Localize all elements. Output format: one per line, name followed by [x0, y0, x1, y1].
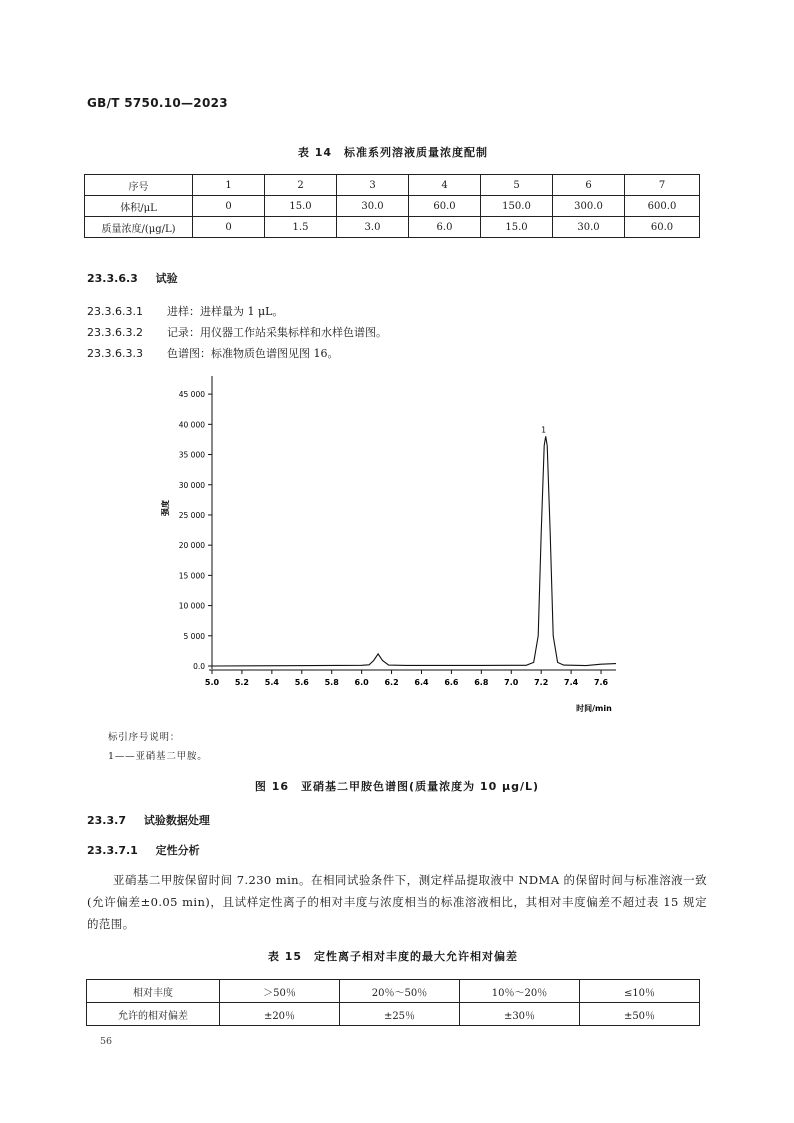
table-cell: ＞50％ — [220, 980, 340, 1003]
peak-labels — [541, 425, 546, 434]
x-tick-label: 6.8 — [474, 678, 489, 687]
heading-number: 23.3.7.1 — [87, 844, 138, 857]
y-tick-label: 40 000 — [178, 420, 205, 430]
table-cell: 30.0 — [337, 196, 409, 217]
peak-label: 1 — [541, 425, 547, 435]
table-cell: 2 — [265, 175, 337, 196]
section-heading-23-3-6-3 — [87, 270, 178, 286]
y-tick-label: 45 000 — [178, 390, 205, 400]
y-axis — [179, 376, 212, 671]
table-cell: 150.0 — [481, 196, 553, 217]
y-tick-label: 25 000 — [178, 510, 205, 520]
y-tick-label: 35 000 — [178, 450, 205, 460]
table-row — [85, 196, 700, 217]
table-cell: 1.5 — [265, 217, 337, 238]
x-tick-label: 6.6 — [444, 678, 459, 687]
x-tick-label: 6.2 — [384, 678, 399, 687]
clause-23-3-6-3-2 — [87, 324, 387, 340]
table-cell: 300.0 — [553, 196, 625, 217]
table-cell: ±30％ — [460, 1003, 580, 1026]
table-cell: 序号 — [85, 175, 193, 196]
heading-number: 23.3.7 — [87, 814, 126, 827]
x-tick-label: 7.6 — [593, 678, 609, 687]
qualitative-analysis-paragraph: 亚硝基二甲胺保留时间 7.230 min。在相同试验条件下，测定样品提取液中 NDMA 的保留时间与标准溶液一致(允许偏差±0.05 min)，且试样定性离子的相对丰度与浓度相当的标准溶液相比，其相对丰度偏差不超过表 15 规定的范围。 — [87, 873, 707, 931]
table-cell: 600.0 — [625, 196, 700, 217]
legend-item: 1——亚硝基二甲胺。 — [108, 751, 208, 762]
table-row — [87, 980, 700, 1003]
standard-code: GB/T 5750.10—2023 — [87, 96, 228, 110]
table-cell: 7 — [625, 175, 700, 196]
table-14-caption: 表 14 标准系列溶液质量浓度配制 — [297, 146, 489, 159]
chromatogram-chart — [150, 368, 630, 718]
table-cell: 20％～50％ — [340, 980, 460, 1003]
table-cell: 10％～20％ — [460, 980, 580, 1003]
heading-title: 试验数据处理 — [143, 814, 210, 827]
heading-title: 定性分析 — [155, 844, 200, 857]
page-number: 56 — [100, 1036, 113, 1047]
chromatogram-trace — [212, 436, 616, 666]
table-cell: 质量浓度/(μg/L) — [85, 217, 193, 238]
table-cell: 60.0 — [625, 217, 700, 238]
x-axis — [205, 670, 616, 687]
clause-number: 23.3.6.3.3 — [87, 347, 143, 360]
clause-text: 记录：用仪器工作站采集标样和水样色谱图。 — [167, 326, 387, 339]
x-tick-label: 6.4 — [414, 678, 429, 687]
y-axis-label: 强度 — [161, 500, 170, 516]
x-tick-label: 7.0 — [504, 678, 519, 687]
table-cell: ≤10％ — [580, 980, 700, 1003]
table-cell: ±25％ — [340, 1003, 460, 1026]
table-row — [85, 175, 700, 196]
clause-23-3-6-3-3 — [87, 345, 339, 361]
table-15-caption: 表 15 定性离子相对丰度的最大允许相对偏差 — [267, 950, 519, 963]
x-tick-label: 7.2 — [534, 678, 549, 687]
y-tick-label: 30 000 — [178, 480, 205, 490]
figure-16-caption: 图 16 亚硝基二甲胺色谱图(质量浓度为 10 μg/L) — [254, 780, 540, 793]
x-tick-label: 6.0 — [354, 678, 369, 687]
y-tick-label: 20 000 — [178, 541, 205, 551]
table-cell: ±50％ — [580, 1003, 700, 1026]
table-cell: 30.0 — [553, 217, 625, 238]
table-cell: 15.0 — [481, 217, 553, 238]
section-heading-23-3-7 — [87, 812, 210, 828]
table-cell: 体积/μL — [85, 196, 193, 217]
table-row — [85, 217, 700, 238]
table-cell: 6.0 — [409, 217, 481, 238]
x-tick-label: 5.2 — [234, 678, 250, 687]
table-cell: ±20％ — [220, 1003, 340, 1026]
table-cell: 允许的相对偏差 — [87, 1003, 220, 1026]
table-cell: 0 — [193, 196, 265, 217]
table-cell: 3 — [337, 175, 409, 196]
table-cell: 60.0 — [409, 196, 481, 217]
x-tick-label: 5.0 — [204, 678, 220, 687]
y-tick-label: 10 000 — [178, 601, 205, 611]
x-axis-label: 时间/min — [576, 704, 612, 713]
table-cell: 6 — [553, 175, 625, 196]
legend-title: 标引序号说明： — [108, 732, 181, 743]
y-tick-label: 5 000 — [183, 631, 205, 641]
table-cell: 5 — [481, 175, 553, 196]
clause-23-3-6-3-1 — [87, 303, 283, 319]
table-row — [87, 1003, 700, 1026]
clause-number: 23.3.6.3.2 — [87, 326, 143, 339]
table-cell: 3.0 — [337, 217, 409, 238]
table-15 — [86, 979, 700, 1026]
clause-text: 进样：进样量为 1 μL。 — [167, 305, 284, 318]
table-cell: 0 — [193, 217, 265, 238]
y-tick-label: 0.0 — [193, 662, 205, 671]
table-cell: 15.0 — [265, 196, 337, 217]
heading-number: 23.3.6.3 — [87, 272, 138, 285]
table-cell: 1 — [193, 175, 265, 196]
x-tick-label: 5.8 — [324, 678, 339, 687]
section-heading-23-3-7-1 — [87, 842, 200, 858]
heading-title: 试验 — [155, 272, 178, 285]
clause-number: 23.3.6.3.1 — [87, 305, 143, 318]
x-tick-label: 5.4 — [264, 678, 279, 687]
y-tick-label: 15 000 — [178, 571, 205, 581]
table-cell: 相对丰度 — [87, 980, 220, 1003]
x-tick-label: 7.4 — [564, 678, 579, 687]
table-14 — [84, 174, 700, 238]
clause-text: 色谱图：标准物质色谱图见图 16。 — [167, 347, 339, 360]
x-tick-label: 5.6 — [294, 678, 309, 687]
table-cell: 4 — [409, 175, 481, 196]
